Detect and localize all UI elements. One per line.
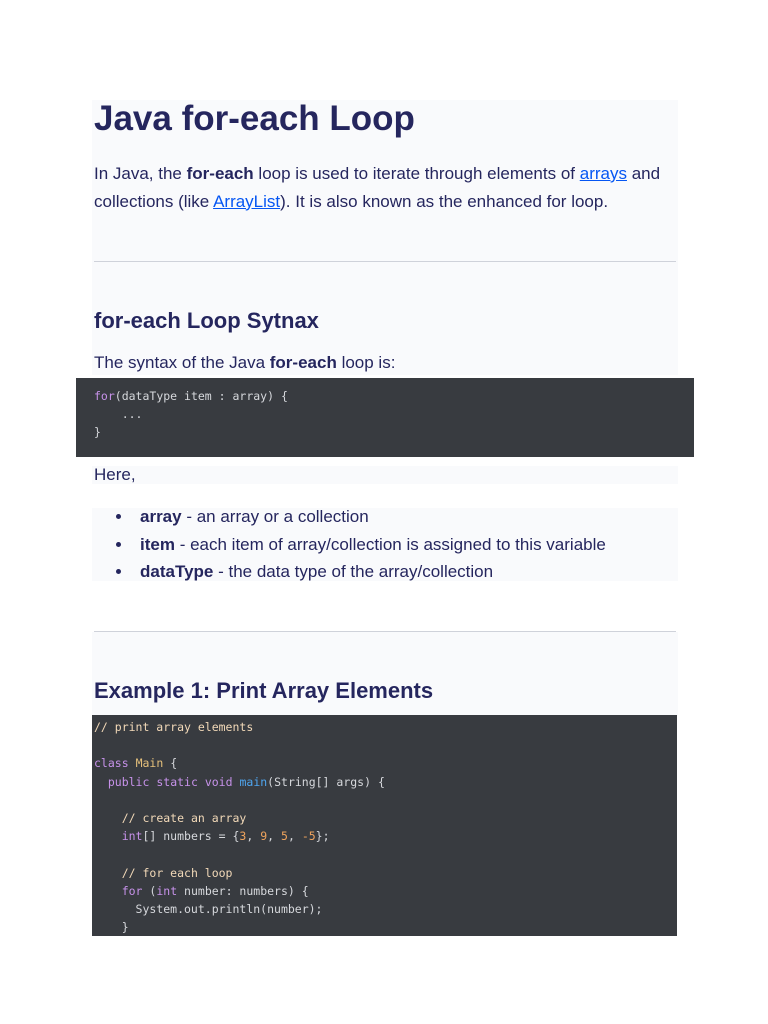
- bullet-term: array: [140, 507, 182, 526]
- syntax-text-2: loop is:: [336, 353, 396, 372]
- code-array-end: };: [315, 829, 330, 844]
- bullet-term: dataType: [140, 562, 214, 581]
- code-keyword-static: static: [156, 774, 198, 789]
- page-title: Java for-each Loop: [94, 99, 415, 138]
- code-keyword-int: int: [121, 829, 143, 844]
- syntax-bold-for-each: for-each: [269, 353, 337, 372]
- bullet-desc: - the data type of the array/collection: [213, 562, 494, 581]
- code-number: 3: [239, 829, 247, 844]
- code-line-2: ...: [94, 407, 143, 422]
- arrays-link[interactable]: arrays: [579, 164, 627, 183]
- syntax-bullet-list: [94, 506, 606, 589]
- code-keyword-int: int: [156, 883, 178, 898]
- code-main-args: (String[] args) {: [267, 774, 385, 789]
- intro-text-4: ). It is also known as the enhanced for loop.: [280, 191, 609, 211]
- bullet-desc: - an array or a collection: [181, 507, 369, 526]
- code-brace: {: [163, 756, 178, 771]
- code-keyword-class: class: [94, 756, 129, 771]
- code-comment: // print array elements: [94, 720, 254, 734]
- syntax-heading: for-each Loop Sytnax: [94, 308, 319, 333]
- code-loop-rest: number: numbers) {: [177, 883, 309, 898]
- code-keyword-void: void: [204, 774, 233, 789]
- bullet-term: item: [140, 534, 175, 554]
- intro-paragraph: [94, 160, 684, 215]
- code-comment: // for each loop: [121, 865, 233, 880]
- code-class-name: Main: [135, 756, 164, 771]
- code-number: -5: [301, 829, 316, 844]
- syntax-intro: [94, 349, 395, 377]
- intro-text-2: loop is used to iterate through elements of: [253, 164, 580, 183]
- intro-text-1: In Java, the: [94, 164, 187, 183]
- code-array-decl: [] numbers = {: [142, 829, 240, 844]
- list-item: [94, 506, 606, 534]
- code-close-brace: }: [121, 920, 129, 935]
- code-keyword-public: public: [107, 774, 150, 789]
- code-line-3: }: [94, 425, 101, 440]
- intro-text-3: and collections (like: [94, 164, 661, 211]
- bullet-desc: - each item of array/collection is assigned to this variable: [174, 534, 606, 554]
- syntax-text-1: The syntax of the Java: [94, 353, 270, 372]
- code-function-main: main: [239, 774, 268, 789]
- here-block-bg: [92, 466, 678, 484]
- code-number: 9: [260, 829, 268, 844]
- bullet-dot: [116, 569, 121, 574]
- code-line-1: (dataType item : array) {: [114, 389, 288, 403]
- code-comma: ,: [246, 829, 261, 844]
- code-println: System.out.println(number);: [135, 902, 323, 917]
- bullet-dot: [116, 514, 121, 519]
- example-1-code-block: [92, 715, 677, 936]
- divider-2: [94, 631, 676, 632]
- intro-bold-for-each: for-each: [186, 164, 254, 183]
- bullet-dot: [116, 542, 121, 547]
- code-comment: // create an array: [121, 811, 247, 826]
- code-comma: ,: [287, 829, 302, 844]
- code-comma: ,: [267, 829, 282, 844]
- code-number: 5: [281, 829, 288, 844]
- code-paren: (: [142, 883, 157, 898]
- code-keyword-for: for: [94, 389, 115, 403]
- syntax-code-block: [76, 378, 694, 457]
- divider-1: [94, 261, 676, 262]
- list-item: [94, 534, 606, 562]
- here-label: Here,: [94, 465, 136, 484]
- example-1-heading: Example 1: Print Array Elements: [94, 678, 434, 703]
- list-item: [94, 561, 606, 589]
- code-keyword-for: for: [121, 883, 143, 898]
- arraylist-link[interactable]: ArrayList: [213, 191, 281, 211]
